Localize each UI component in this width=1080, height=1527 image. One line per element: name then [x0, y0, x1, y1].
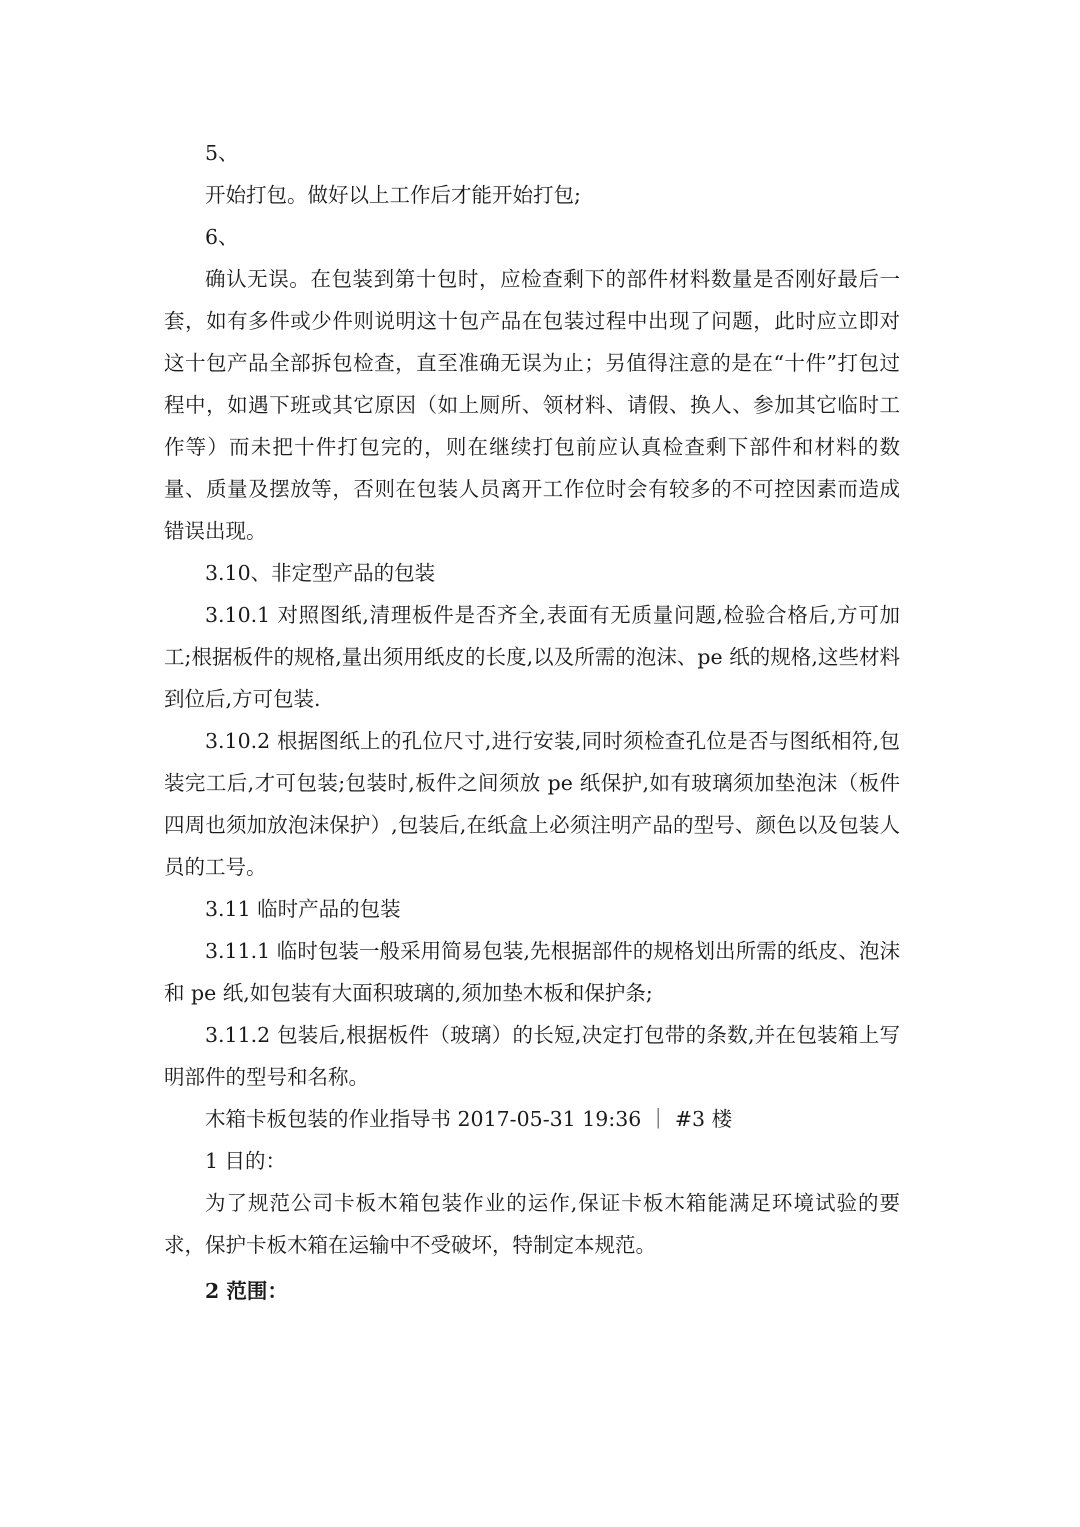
purpose-text: 为了规范公司卡板木箱包装作业的运作,保证卡板木箱能满足环境试验的要求，保护卡板木箱在运输中不受破坏，特制定本规范。 [164, 1191, 900, 1257]
step-6-text: 确认无误。在包装到第十包时，应检查剩下的部件材料数量是否刚好最后一套，如有多件或少件则说明这十包产品在包装过程中出现了问题，此时应立即对这十包产品全部拆包检查，直至准确无误为止；另值得注意的是在“十件”打包过程中，如遇下班或其它原因（如上厕所、领材料、请假、换人、参加其它临时工作等）而未把十件打包完的，则在继续打包前应认真检查剩下部件和材料的数量、质量及摆放等，否则在包装人员离开工作位时会有较多的不可控因素而造成错误出现。 [164, 267, 900, 543]
scope-heading: 2 范围： [205, 1279, 288, 1303]
section-3-11-2-text: 3.11.2 包装后,根据板件（玻璃）的长短,决定打包带的条数,并在包装箱上写明部件的型号和名称。 [164, 1023, 900, 1089]
post-title-line: 木箱卡板包装的作业指导书 2017-05-31 19:36 ｜ #3 楼 [205, 1107, 733, 1131]
section-3-11-1-text: 3.11.1 临时包装一般采用简易包装,先根据部件的规格划出所需的纸皮、泡沫和 pe 纸,如包装有大面积玻璃的,须加垫木板和保护条; [164, 939, 900, 1005]
section-3-10-1-text: 3.10.1 对照图纸,清理板件是否齐全,表面有无质量问题,检验合格后,方可加工;根据板件的规格,量出须用纸皮的长度,以及所需的泡沫、pe 纸的规格,这些材料到位后,方可包装. [164, 603, 900, 711]
section-3-10-heading: 3.10、非定型产品的包装 [205, 561, 436, 585]
purpose-heading: 1 目的： [205, 1149, 287, 1173]
section-3-11-heading: 3.11 临时产品的包装 [205, 897, 401, 921]
step-5-text: 开始打包。做好以上工作后才能开始打包; [205, 183, 581, 207]
step-6-number: 6、 [205, 225, 239, 249]
section-3-10-2-text: 3.10.2 根据图纸上的孔位尺寸,进行安装,同时须检查孔位是否与图纸相符,包装完工后,才可包装;包装时,板件之间须放 pe 纸保护,如有玻璃须加垫泡沫（板件四周也须加放泡沫保护）,包装后,在纸盒上必须注明产品的型号、颜色以及包装人员的工号。 [164, 729, 900, 879]
step-5-number: 5、 [205, 141, 239, 165]
document-page [164, 132, 900, 1312]
